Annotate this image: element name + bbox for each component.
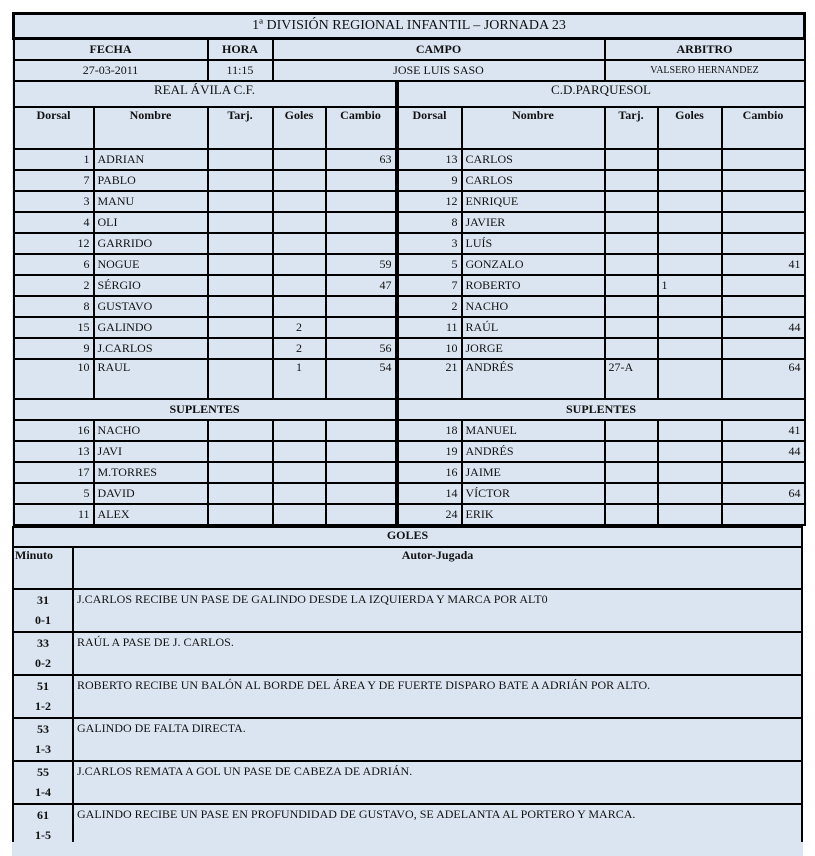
away-player-tarjeta [605,149,658,170]
away-player-cambio: 64 [722,359,805,399]
home-header-dorsal: Dorsal [14,107,94,149]
away-player-goles [658,483,722,504]
away-player-goles [658,149,722,170]
away-player-nombre: ROBERTO [462,275,605,296]
away-player-tarjeta [605,233,658,254]
away-player-dorsal: 18 [397,420,462,441]
home-player-tarjeta [208,504,273,525]
away-player-goles [658,359,722,399]
player-row [14,254,805,275]
away-player-goles [658,504,722,525]
match-report [12,12,803,848]
away-player-cambio: 44 [722,441,805,462]
away-player-dorsal: 13 [397,149,462,170]
home-player-goles [273,254,326,275]
away-player-cambio [722,212,805,233]
goal-description: J.CARLOS REMATA A GOL UN PASE DE CABEZA DE ADRIÁN. [73,761,802,804]
goal-minute-cell [13,675,73,718]
home-player-tarjeta [208,359,273,399]
goal-row [13,632,802,675]
home-player-tarjeta [208,441,273,462]
goal-score: 1-4 [35,785,51,799]
away-player-goles [658,420,722,441]
home-player-nombre: M.TORRES [94,462,208,483]
away-player-nombre: VÍCTOR [462,483,605,504]
goal-score: 0-2 [35,656,51,670]
away-player-cambio: 64 [722,483,805,504]
away-player-nombre: JORGE [462,338,605,359]
away-player-dorsal: 8 [397,212,462,233]
away-player-tarjeta [605,441,658,462]
home-player-dorsal: 2 [14,275,94,296]
away-player-dorsal: 7 [397,275,462,296]
goal-description: GALINDO DE FALTA DIRECTA. [73,718,802,761]
goal-minute: 61 [37,808,49,822]
away-player-cambio [722,149,805,170]
campo-label: CAMPO [273,39,605,61]
player-row [14,149,805,170]
home-player-tarjeta [208,296,273,317]
home-player-cambio [326,317,397,338]
player-row [14,212,805,233]
home-header-nombre: Nombre [94,107,208,149]
player-row [14,338,805,359]
home-player-cambio [326,170,397,191]
home-player-goles [273,504,326,525]
player-row [14,275,805,296]
home-player-nombre: J.CARLOS [94,338,208,359]
home-player-tarjeta [208,191,273,212]
home-player-nombre: GUSTAVO [94,296,208,317]
home-player-cambio: 54 [326,359,397,399]
goal-row [13,718,802,761]
away-player-dorsal: 3 [397,233,462,254]
away-player-goles: 1 [658,275,722,296]
home-player-goles [273,462,326,483]
home-player-tarjeta [208,317,273,338]
home-player-dorsal: 7 [14,170,94,191]
goal-minute-cell [13,761,73,804]
away-player-tarjeta [605,254,658,275]
page-title: 1ª DIVISIÓN REGIONAL INFANTIL – JORNADA 23 [14,14,805,39]
player-row [14,296,805,317]
home-player-cambio [326,420,397,441]
away-player-tarjeta [605,420,658,441]
away-player-cambio [722,462,805,483]
goal-description: GALINDO RECIBE UN PASE EN PROFUNDIDAD DE GUSTAVO, SE ADELANTA AL PORTERO Y MARCA. [73,804,802,847]
goal-description: RAÚL A PASE DE J. CARLOS. [73,632,802,675]
home-player-dorsal: 12 [14,233,94,254]
hora-value: 11:15 [208,60,273,81]
away-player-cambio [722,191,805,212]
home-player-tarjeta [208,212,273,233]
home-player-dorsal: 1 [14,149,94,170]
away-player-tarjeta [605,275,658,296]
home-player-dorsal: 3 [14,191,94,212]
away-player-nombre: ANDRÉS [462,359,605,399]
home-player-goles [273,420,326,441]
goal-score: 1-5 [35,828,51,842]
arbitro-label: ARBITRO [605,39,805,61]
away-player-cambio [722,275,805,296]
away-player-goles [658,191,722,212]
away-player-cambio [722,170,805,191]
goal-minute: 33 [37,636,49,650]
away-player-dorsal: 2 [397,296,462,317]
home-player-nombre: ALEX [94,504,208,525]
away-player-dorsal: 21 [397,359,462,399]
away-player-goles [658,462,722,483]
away-suplentes-label: SUPLENTES [397,399,805,420]
player-row [14,462,805,483]
away-player-goles [658,441,722,462]
goal-description: ROBERTO RECIBE UN BALÓN AL BORDE DEL ÁREA Y DE FUERTE DISPARO BATE A ADRIÁN POR ALTO. [73,675,802,718]
home-player-nombre: DAVID [94,483,208,504]
goal-row [13,589,802,632]
away-player-tarjeta [605,191,658,212]
player-row [14,441,805,462]
player-row [14,420,805,441]
home-player-goles [273,170,326,191]
goals-title: GOLES [13,527,802,547]
goal-description: J.CARLOS RECIBE UN PASE DE GALINDO DESDE LA IZQUIERDA Y MARCA POR ALT0 [73,589,802,632]
campo-value: JOSE LUIS SASO [273,60,605,81]
away-player-cambio: 41 [722,254,805,275]
home-player-cambio [326,504,397,525]
fecha-label: FECHA [14,39,208,61]
away-header-tarjeta: Tarj. [605,107,658,149]
home-player-dorsal: 10 [14,359,94,399]
home-player-cambio: 47 [326,275,397,296]
away-player-cambio [722,504,805,525]
home-player-cambio [326,191,397,212]
home-player-cambio: 59 [326,254,397,275]
away-player-cambio: 44 [722,317,805,338]
away-player-nombre: CARLOS [462,170,605,191]
home-player-goles [273,441,326,462]
away-header-cambio: Cambio [722,107,805,149]
away-player-nombre: GONZALO [462,254,605,275]
home-player-goles [273,233,326,254]
home-player-nombre: PABLO [94,170,208,191]
home-player-nombre: MANU [94,191,208,212]
away-player-nombre: JAVIER [462,212,605,233]
lineup-table [12,12,806,526]
home-player-goles [273,296,326,317]
home-player-dorsal: 5 [14,483,94,504]
away-player-goles [658,170,722,191]
home-player-tarjeta [208,149,273,170]
home-header-cambio: Cambio [326,107,397,149]
home-header-tarjeta: Tarj. [208,107,273,149]
away-player-goles [658,317,722,338]
home-player-nombre: GARRIDO [94,233,208,254]
away-player-nombre: ANDRÉS [462,441,605,462]
home-player-goles: 2 [273,317,326,338]
goal-minute-cell [13,589,73,632]
away-player-tarjeta [605,212,658,233]
home-player-dorsal: 4 [14,212,94,233]
away-player-tarjeta [605,170,658,191]
home-player-cambio: 63 [326,149,397,170]
home-player-dorsal: 9 [14,338,94,359]
goal-minute: 55 [37,765,49,779]
home-player-tarjeta [208,170,273,191]
away-player-tarjeta [605,504,658,525]
away-header-dorsal: Dorsal [397,107,462,149]
away-player-goles [658,296,722,317]
home-player-cambio [326,233,397,254]
page-bottom [12,842,803,856]
away-player-dorsal: 14 [397,483,462,504]
home-player-dorsal: 17 [14,462,94,483]
away-player-nombre: CARLOS [462,149,605,170]
away-player-dorsal: 9 [397,170,462,191]
away-player-nombre: LUÍS [462,233,605,254]
home-player-nombre: NOGUE [94,254,208,275]
goal-score: 1-2 [35,699,51,713]
home-player-dorsal: 11 [14,504,94,525]
home-player-dorsal: 16 [14,420,94,441]
goal-row [13,675,802,718]
away-player-dorsal: 24 [397,504,462,525]
home-player-cambio [326,296,397,317]
away-player-tarjeta [605,296,658,317]
goal-score: 1-3 [35,742,51,756]
player-row [14,359,805,399]
player-row [14,483,805,504]
away-player-nombre: MANUEL [462,420,605,441]
home-player-cambio [326,212,397,233]
home-player-nombre: RAUL [94,359,208,399]
home-player-cambio [326,483,397,504]
away-player-cambio: 41 [722,420,805,441]
home-player-goles [273,149,326,170]
away-player-cambio [722,296,805,317]
home-player-dorsal: 6 [14,254,94,275]
home-player-tarjeta [208,254,273,275]
away-player-tarjeta: 27-A [605,359,658,399]
home-player-tarjeta [208,233,273,254]
goals-table [12,526,803,848]
goal-minute: 53 [37,722,49,736]
hora-label: HORA [208,39,273,61]
away-player-goles [658,233,722,254]
home-player-tarjeta [208,338,273,359]
goal-row [13,761,802,804]
autor-header: Autor-Jugada [73,547,802,589]
player-row [14,504,805,525]
away-player-nombre: NACHO [462,296,605,317]
away-header-nombre: Nombre [462,107,605,149]
home-team-name: REAL ÁVILA C.F. [14,81,397,107]
home-player-cambio: 56 [326,338,397,359]
goal-minute: 51 [37,679,49,693]
home-player-nombre: ADRIAN [94,149,208,170]
home-player-tarjeta [208,483,273,504]
home-player-goles: 2 [273,338,326,359]
home-player-cambio [326,441,397,462]
away-team-name: C.D.PARQUESOL [397,81,805,107]
away-header-goles: Goles [658,107,722,149]
away-player-dorsal: 5 [397,254,462,275]
home-suplentes-label: SUPLENTES [14,399,397,420]
arbitro-value: VALSERO HERNANDEZ [605,60,805,81]
away-player-goles [658,254,722,275]
home-player-dorsal: 8 [14,296,94,317]
away-player-tarjeta [605,317,658,338]
home-player-cambio [326,462,397,483]
home-player-nombre: NACHO [94,420,208,441]
home-player-goles: 1 [273,359,326,399]
home-player-nombre: GALINDO [94,317,208,338]
home-player-tarjeta [208,462,273,483]
player-row [14,317,805,338]
goal-minute: 31 [37,593,49,607]
player-row [14,191,805,212]
home-player-nombre: OLI [94,212,208,233]
home-player-goles [273,191,326,212]
away-player-dorsal: 11 [397,317,462,338]
player-row [14,170,805,191]
away-player-goles [658,212,722,233]
goal-score: 0-1 [35,613,51,627]
goal-minute-cell [13,632,73,675]
away-player-dorsal: 10 [397,338,462,359]
home-player-dorsal: 13 [14,441,94,462]
away-player-dorsal: 19 [397,441,462,462]
away-player-tarjeta [605,462,658,483]
minuto-header: Minuto [13,547,73,589]
away-player-dorsal: 12 [397,191,462,212]
home-header-goles: Goles [273,107,326,149]
home-player-goles [273,212,326,233]
away-player-cambio [722,233,805,254]
goal-minute-cell [13,718,73,761]
away-player-tarjeta [605,338,658,359]
away-player-nombre: RAÚL [462,317,605,338]
away-player-tarjeta [605,483,658,504]
home-player-tarjeta [208,275,273,296]
fecha-value: 27-03-2011 [14,60,208,81]
home-player-nombre: SÉRGIO [94,275,208,296]
away-player-cambio [722,338,805,359]
goal-row [13,804,802,847]
goal-minute-cell [13,804,73,847]
away-player-nombre: JAIME [462,462,605,483]
home-player-tarjeta [208,420,273,441]
player-row [14,233,805,254]
away-player-nombre: ENRIQUE [462,191,605,212]
home-player-goles [273,483,326,504]
home-player-nombre: JAVI [94,441,208,462]
away-player-goles [658,338,722,359]
away-player-dorsal: 16 [397,462,462,483]
away-player-nombre: ERIK [462,504,605,525]
home-player-dorsal: 15 [14,317,94,338]
home-player-goles [273,275,326,296]
